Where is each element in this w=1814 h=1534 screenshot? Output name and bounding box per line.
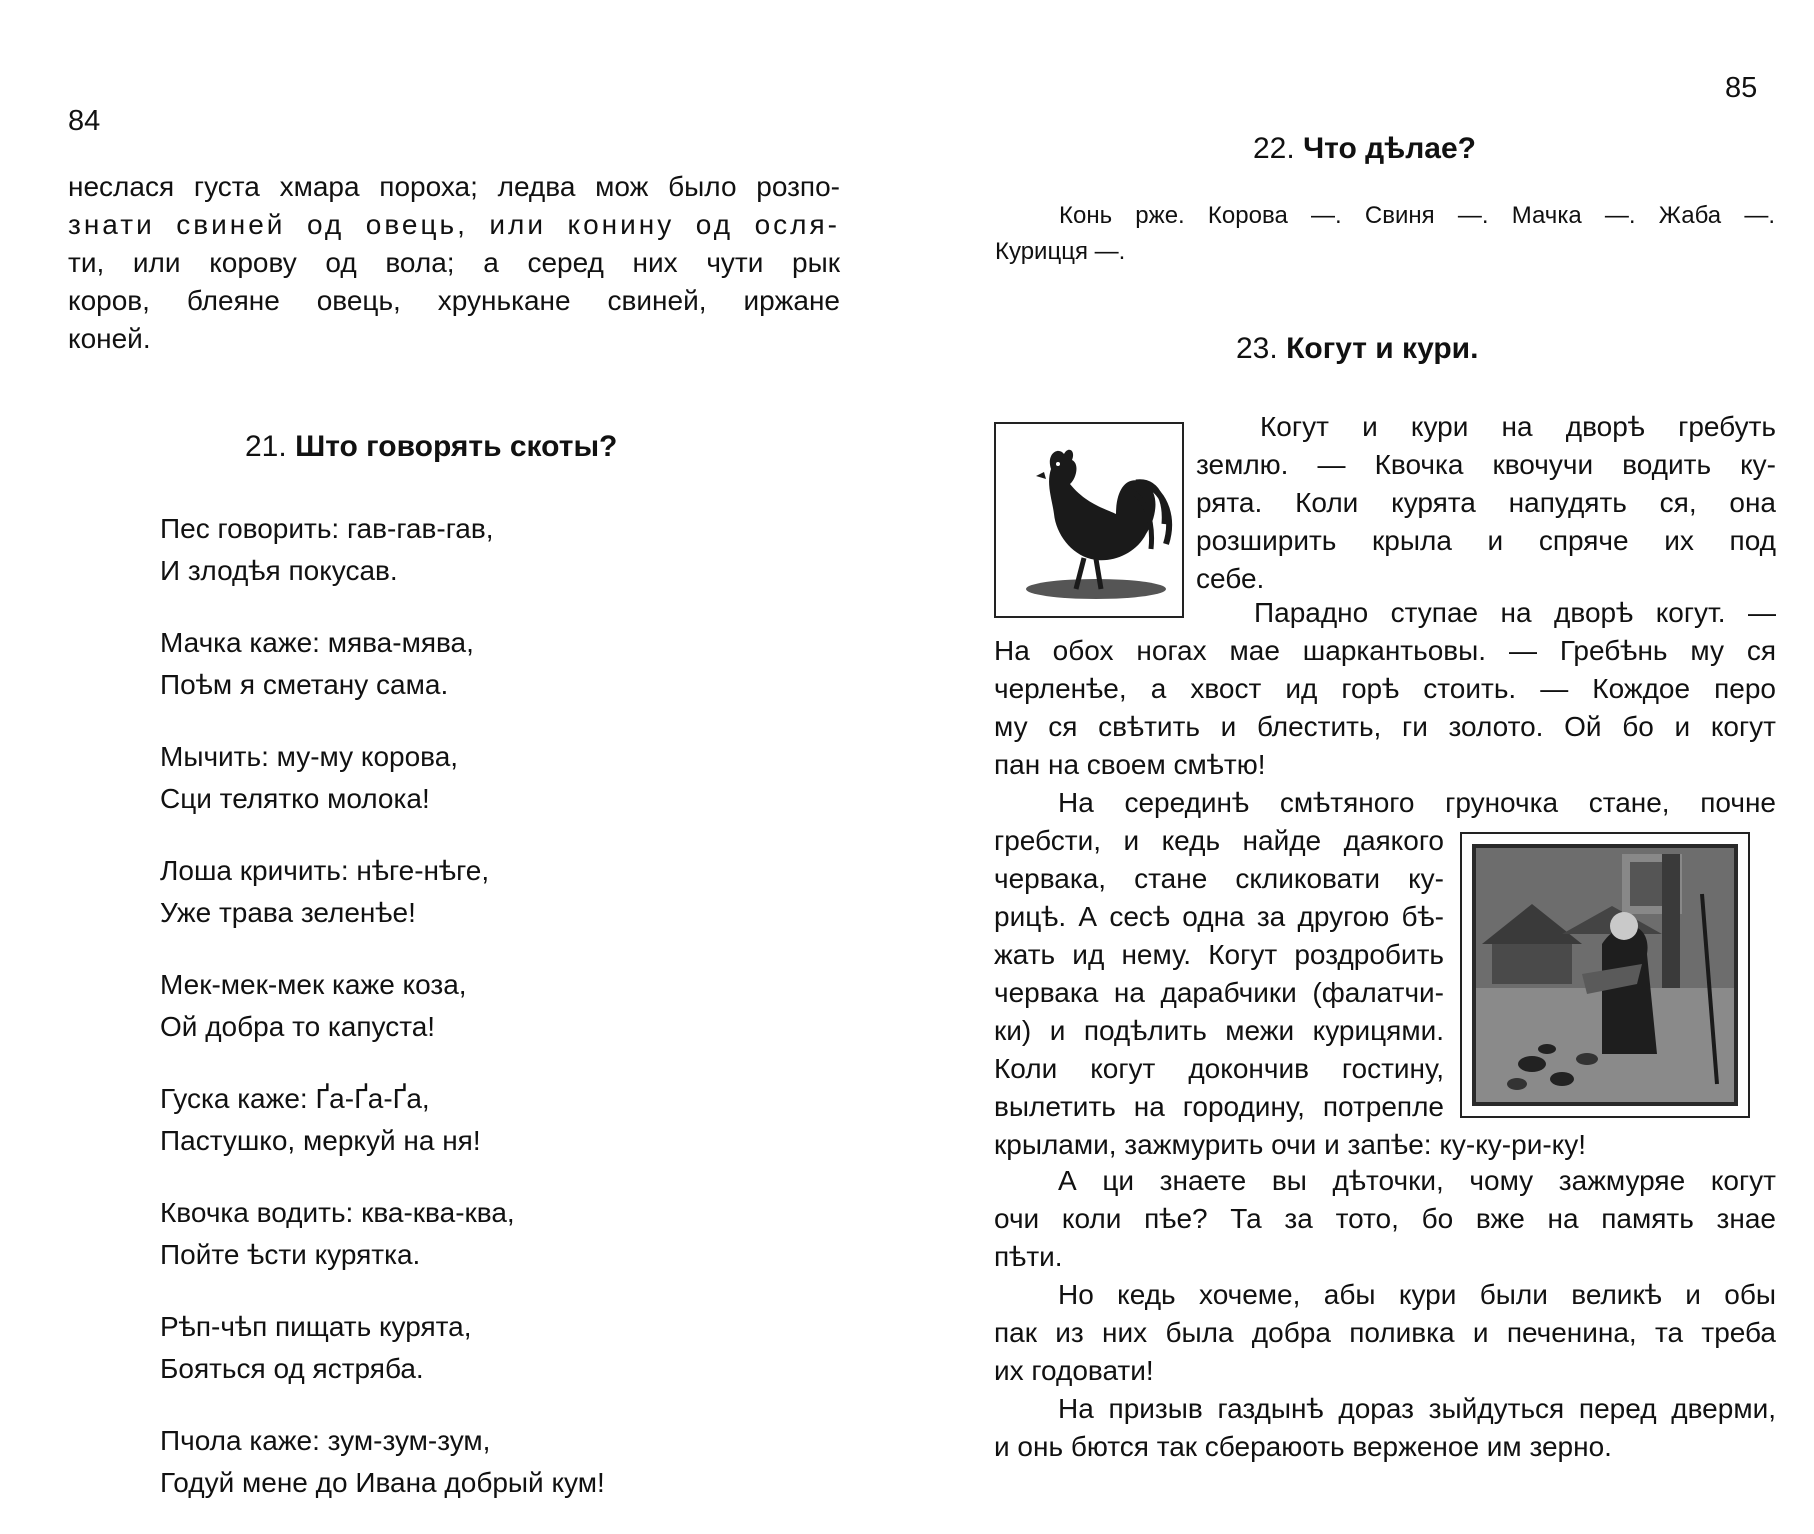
poem-line: Пастушко, меркуй на ня! xyxy=(160,1125,481,1156)
stanza xyxy=(160,964,840,1048)
text-line: Когут и кури на дворѣ гребуть xyxy=(1260,411,1776,442)
poem-line: Ой добра то капуста! xyxy=(160,1011,436,1042)
text-line: вылетить на городину, потрепле xyxy=(994,1091,1444,1122)
page-number: 85 xyxy=(1725,72,1758,104)
poem-line: Мычить: му-му корова, xyxy=(160,741,459,772)
poem-line: Мек-мек-мек каже коза, xyxy=(160,969,467,1000)
text-line: гребсти, и кедь найде даякого xyxy=(994,825,1444,856)
stanza xyxy=(160,736,840,820)
poem-line: Рѣп-чѣп пищать курята, xyxy=(160,1311,472,1342)
text-line: черленѣе, а хвост ид горѣ стоить. — Кождое перо xyxy=(994,673,1776,704)
text-line: розширить крыла и спряче их под xyxy=(1196,525,1776,556)
text-line: очи коли пѣе? Та за тото, бо вже на память знае xyxy=(994,1203,1776,1234)
right-page xyxy=(980,0,1814,1500)
text-line: Но кедь хочеме, абы кури были великѣ и обы xyxy=(1058,1279,1776,1310)
poem-line: Лоша кричить: нѣге-нѣге, xyxy=(160,855,490,886)
text-line: пан на своем смѣтю! xyxy=(994,749,1266,780)
poem xyxy=(160,508,840,1534)
text-line: Конь рже. Корова —. Свиня —. Мачка —. Жаба —. xyxy=(1059,202,1775,229)
poem-line: Гуска каже: Ґа-Ґа-Ґа, xyxy=(160,1083,430,1114)
girl-feeding-chickens-icon xyxy=(1462,834,1748,1116)
text-line: червака, стане скликовати ку- xyxy=(994,863,1444,894)
section-heading xyxy=(245,430,617,464)
text-line: рицѣ. А сесѣ одна за другою бѣ- xyxy=(994,901,1444,932)
text-line: ки) и подѣлить межи курицями. xyxy=(994,1015,1444,1046)
stanza xyxy=(160,1078,840,1162)
section-title: Что дѣлае? xyxy=(1303,132,1476,165)
section-title: Когут и кури. xyxy=(1286,332,1479,365)
text-line: жать ид нему. Когут роздробить xyxy=(994,939,1444,970)
text-line: и онь бются так сбераюоть верженое им зерно. xyxy=(994,1431,1612,1462)
paragraph xyxy=(994,784,1776,822)
poem-line: Пойте ѣсти курятка. xyxy=(160,1239,421,1270)
section-number: 22. xyxy=(1253,132,1295,165)
text-line: ти, или корову од вола; а серед них чути рык xyxy=(68,247,840,278)
section-heading xyxy=(1236,332,1478,366)
left-page xyxy=(0,0,880,1500)
text-line: коней. xyxy=(68,323,151,354)
stanza xyxy=(160,1306,840,1390)
stanza xyxy=(160,850,840,934)
text-line: На серединѣ смѣтяного груночка стане, почне xyxy=(1058,787,1776,818)
poem-line: Годуй мене до Ивана добрый кум! xyxy=(160,1467,605,1498)
paragraph xyxy=(994,1390,1776,1466)
stanza xyxy=(160,508,840,592)
rooster-icon xyxy=(996,424,1182,616)
poem-line: Пес говорить: гав-гав-гав, xyxy=(160,513,494,544)
text-line: А ци знаете вы дѣточки, чому зажмуряе когут xyxy=(1058,1165,1776,1196)
paragraph xyxy=(994,1276,1776,1390)
text-line: Курицця —. xyxy=(995,238,1126,265)
poem-line: Пчола каже: зум-зум-зум, xyxy=(160,1425,491,1456)
text-line: На обох ногах мае шаркантьовы. — Гребѣнь му ся xyxy=(994,635,1776,666)
text-line: землю. — Квочка квочучи водить ку- xyxy=(1196,449,1776,480)
section-heading xyxy=(1253,132,1476,166)
rooster-illustration xyxy=(994,422,1184,618)
poem-line: Сци телятко молока! xyxy=(160,783,430,814)
text-line: неслася густа хмара пороха; ледва мож было розпо- xyxy=(68,171,840,202)
text-line: их годовати! xyxy=(994,1355,1154,1386)
paragraph xyxy=(994,594,1776,784)
poem-line: Бояться од ястряба. xyxy=(160,1353,424,1384)
section-number: 21. xyxy=(245,430,287,463)
paragraph-wrap xyxy=(994,822,1444,1126)
page-number: 84 xyxy=(68,105,101,137)
text-line: крылами, зажмурить очи и запѣе: ку-ку-ри-ку! xyxy=(994,1129,1587,1160)
poem-line: И злодѣя покусав. xyxy=(160,555,398,586)
text-line: рята. Коли курята напудять ся, она xyxy=(1196,487,1776,518)
section-number: 23. xyxy=(1236,332,1278,365)
text-line: Коли когут докончив гостину, xyxy=(994,1053,1444,1084)
stanza xyxy=(160,1420,840,1504)
stanza xyxy=(160,1192,840,1276)
paragraph xyxy=(994,1162,1776,1276)
text-line: себе. xyxy=(1196,563,1265,594)
text-line: коров, блеяне овець, хрунькане свиней, иржане xyxy=(68,285,840,316)
text-line: Парадно ступае на дворѣ когут. — xyxy=(1254,597,1776,628)
stanza xyxy=(160,622,840,706)
poem-line: Мачка каже: мява-мява, xyxy=(160,627,474,658)
paragraph xyxy=(1196,408,1776,598)
poem-line: Уже трава зеленѣе! xyxy=(160,897,416,928)
text-line: червака на дарабчики (фалатчи- xyxy=(994,977,1444,1008)
poem-line: Поѣм я сметану сама. xyxy=(160,669,449,700)
poem-line: Квочка водить: ква-ква-ква, xyxy=(160,1197,515,1228)
paragraph xyxy=(994,1126,1776,1164)
text-line: На призыв газдынѣ дораз зыйдуться перед дверми, xyxy=(1058,1393,1776,1424)
yard-illustration xyxy=(1460,832,1750,1118)
text-line: му ся свѣтить и блестить, ги золото. Ой бо и когут xyxy=(994,711,1776,742)
section-title: Што говорять скоты? xyxy=(295,430,618,463)
intro-paragraph xyxy=(68,168,840,358)
text-line: знати свиней од овець, или конину од осля- xyxy=(68,209,840,240)
exercise-text xyxy=(995,198,1775,270)
text-line: пѣти. xyxy=(994,1241,1063,1272)
text-line: пак из них была добра поливка и печенина, та треба xyxy=(994,1317,1776,1348)
